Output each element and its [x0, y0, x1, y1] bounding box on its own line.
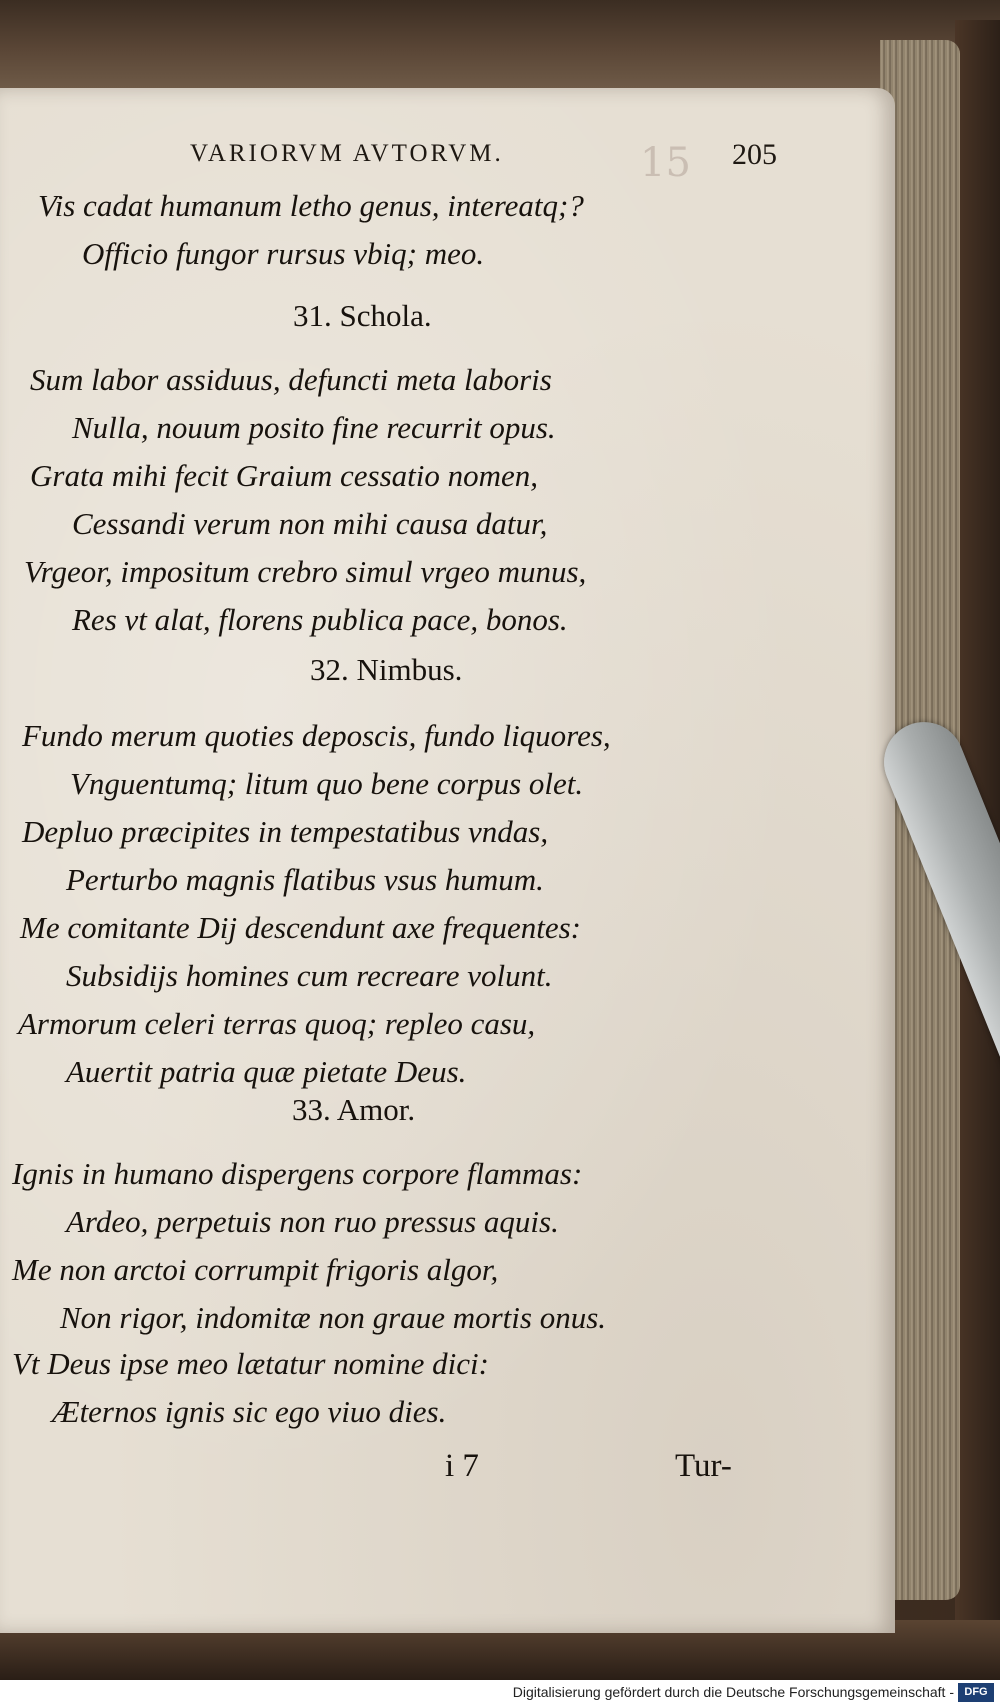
signature-mark: i 7	[445, 1448, 479, 1484]
verse-line: Cessandi verum non mihi causa datur,	[72, 506, 548, 541]
section-title: 32. Nimbus.	[310, 652, 463, 687]
verse-line: Grata mihi fecit Graium cessatio nomen,	[30, 458, 539, 493]
section-title: 31. Schola.	[293, 298, 432, 333]
page-number: 205	[732, 138, 777, 171]
verse-line: Ardeo, perpetuis non ruo pressus aquis.	[66, 1204, 559, 1239]
credit-bar	[0, 1680, 1000, 1706]
book-top-edge	[0, 0, 1000, 90]
verse-line: Armorum celeri terras quoq; repleo casu,	[18, 1006, 536, 1041]
verse-line: Fundo merum quoties deposcis, fundo liquores,	[22, 718, 611, 753]
section-title: 33. Amor.	[292, 1092, 416, 1127]
verse-line: Ignis in humano dispergens corpore flammas:	[12, 1156, 583, 1191]
dfg-logo: DFG	[958, 1683, 994, 1702]
verse-line: Nulla, nouum posito fine recurrit opus.	[72, 410, 556, 445]
verse-line: Officio fungor rursus vbiq; meo.	[82, 236, 485, 271]
verse-line: Æternos ignis sic ego viuo dies.	[52, 1394, 447, 1429]
verse-line: Perturbo magnis flatibus vsus humum.	[66, 862, 544, 897]
verse-line: Me non arctoi corrumpit frigoris algor,	[12, 1252, 499, 1287]
verse-line: Res vt alat, florens publica pace, bonos.	[72, 602, 568, 637]
verse-line: Non rigor, indomitæ non graue mortis onus.	[60, 1300, 607, 1335]
faint-stamp-mark: 15	[640, 140, 691, 186]
verse-line: Depluo præcipites in tempestatibus vndas,	[22, 814, 549, 849]
verse-line: Vrgeor, impositum crebro simul vrgeo munus,	[24, 554, 587, 589]
running-head: VARIORVM AVTORVM.	[190, 140, 504, 167]
verse-line: Sum labor assiduus, defuncti meta laboris	[30, 362, 552, 397]
verse-line: Vnguentumq; litum quo bene corpus olet.	[70, 766, 584, 801]
verse-line: Vis cadat humanum letho genus, intereatq;?	[38, 188, 584, 223]
verse-line: Vt Deus ipse meo lætatur nomine dici:	[12, 1346, 489, 1381]
page-header	[0, 138, 895, 178]
verse-line: Me comitante Dij descendunt axe frequentes:	[20, 910, 581, 945]
verse-line: Auertit patria quæ pietate Deus.	[66, 1054, 467, 1089]
verse-line: Subsidijs homines cum recreare volunt.	[66, 958, 553, 993]
catchword: Tur-	[675, 1448, 732, 1484]
credit-text: Digitalisierung gefördert durch die Deutsche Forschungsgemeinschaft -	[512, 1684, 954, 1700]
